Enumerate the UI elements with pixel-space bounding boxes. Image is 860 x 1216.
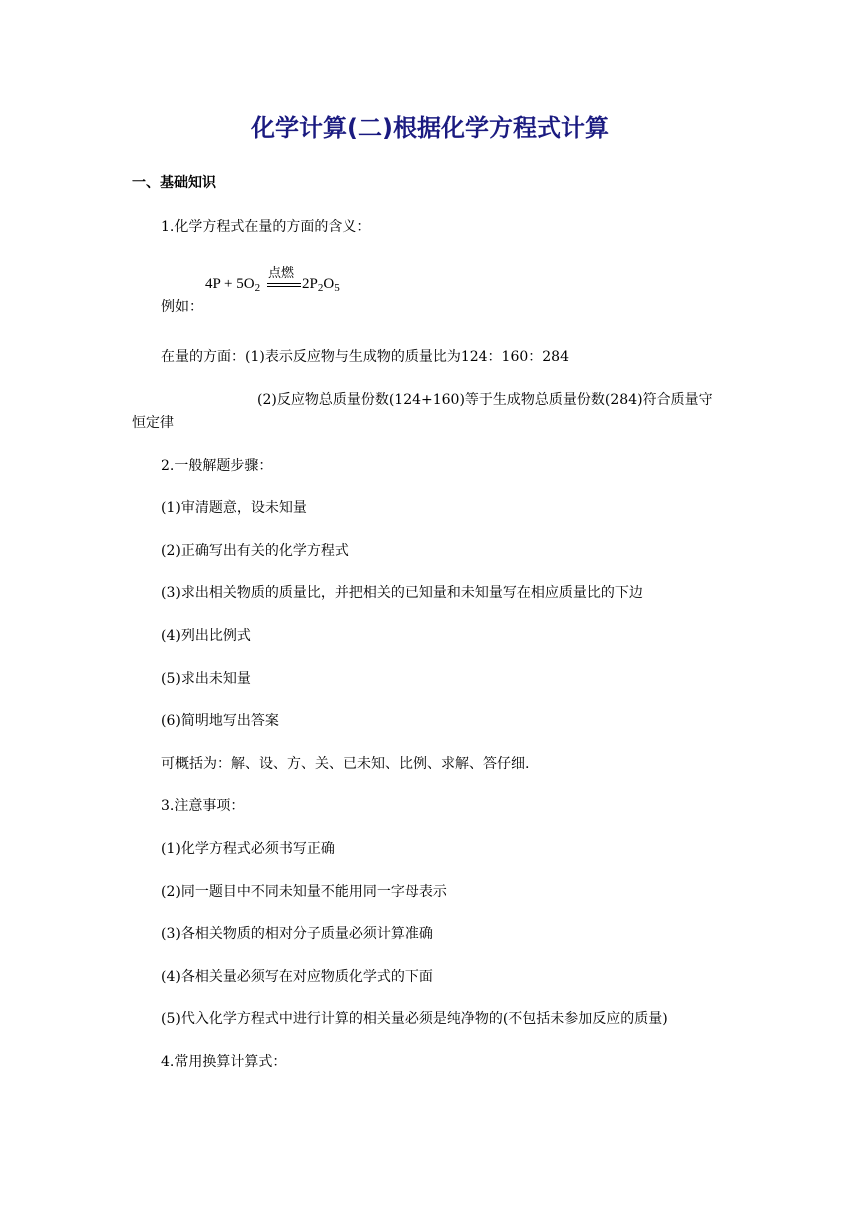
chemical-equation (205, 262, 365, 302)
item-3-label: 3.注意事项： (161, 798, 245, 814)
step-item: (3)求出相关物质的质量比，并把相关的已知量和未知量写在相应质量比的下边 (161, 585, 643, 601)
item-1-label: 1.化学方程式在量的方面的含义： (161, 219, 371, 235)
step-item: (2)正确写出有关的化学方程式 (161, 543, 349, 559)
quantity-meaning-2-cont: 恒定律 (132, 415, 174, 431)
equation-products: $2P_2O_5$ (302, 276, 340, 294)
example-label: 例如： (161, 299, 203, 315)
reaction-condition: 点燃 (268, 266, 295, 281)
note-item: (3)各相关物质的相对分子质量必须计算准确 (161, 926, 433, 942)
item-4-label: 4.常用换算计算式： (161, 1054, 287, 1070)
step-item: (4)列出比例式 (161, 628, 251, 644)
step-item: (1)审清题意，设未知量 (161, 500, 307, 516)
equation-reactants: $4P + 5O_2$ (205, 276, 261, 294)
quantity-meaning-1: 在量的方面：(1)表示反应物与生成物的质量比为124：160：284 (161, 349, 569, 365)
note-item: (5)代入化学方程式中进行计算的相关量必须是纯净物的(不包括未参加反应的质量) (161, 1011, 668, 1027)
note-item: (2)同一题目中不同未知量不能用同一字母表示 (161, 884, 447, 900)
equals-line-bottom (267, 286, 301, 287)
section-heading: 一、基础知识 (132, 175, 216, 191)
note-item: (1)化学方程式必须书写正确 (161, 841, 335, 857)
equals-line-top (267, 283, 301, 284)
step-item: (5)求出未知量 (161, 671, 251, 687)
page-title: 化学计算(二)根据化学方程式计算 (251, 114, 609, 142)
item-2-label: 2.一般解题步骤： (161, 458, 273, 474)
quantity-meaning-2: (2)反应物总质量份数(124+160)等于生成物总质量份数(284)符合质量守 (257, 392, 713, 408)
step-item: (6)简明地写出答案 (161, 713, 279, 729)
steps-summary: 可概括为：解、设、方、关、已未知、比例、求解、答仔细. (161, 756, 530, 772)
note-item: (4)各相关量必须写在对应物质化学式的下面 (161, 969, 433, 985)
